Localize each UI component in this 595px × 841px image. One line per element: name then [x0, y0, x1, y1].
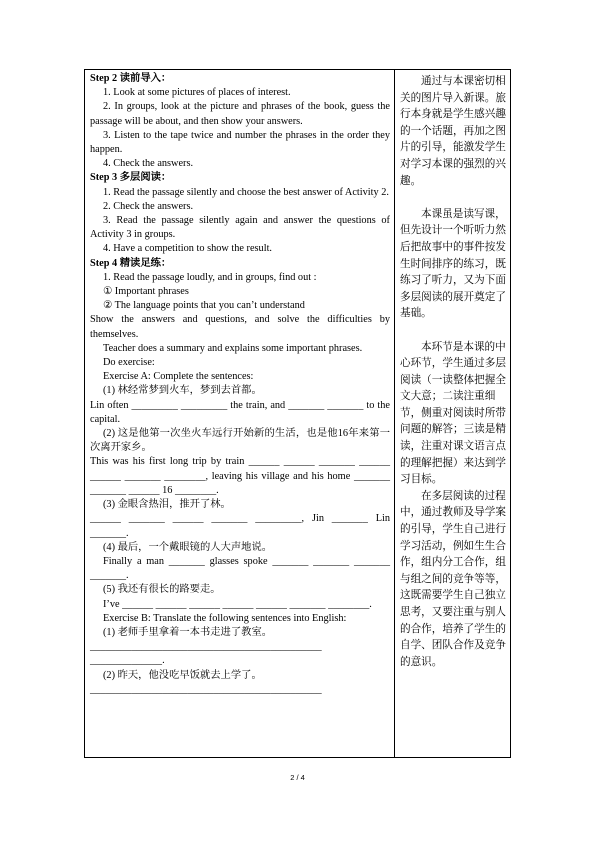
lesson-line: ① Important phrases: [103, 286, 189, 298]
lesson-line: 2. In groups, look at the picture and phrases of the book, guess the passage will be about, and then show your answers.: [90, 101, 390, 127]
column-divider: [394, 69, 395, 758]
lesson-line: (2) 这是他第一次坐火车远行开始新的生活，也是他16年来第一次离开家乡。: [90, 428, 390, 454]
lesson-line: (1) 老师手里拿着一本书走进了教室。: [103, 626, 273, 638]
lesson-line: Finally a man _______ glasses spoke _______ _______ _______ _______.: [90, 555, 390, 582]
step-heading: Step 3 多层阅读：: [90, 172, 172, 184]
lesson-line: Exercise B: Translate the following sentences into English:: [103, 612, 347, 624]
note-paragraph-3: 本环节是本课的中心环节，学生通过多层阅读（一读整体把握全文大意；二读注重细节，侧重对阅读时所带问题的解答；三读是精读，注重对课文语言点的理解把握）来达到学习目标。: [400, 340, 506, 486]
lesson-line: Exercise A: Complete the sentences:: [103, 371, 254, 383]
lesson-line: _____________________________________________ ______________.: [90, 641, 322, 667]
teaching-steps-column: [90, 72, 390, 697]
step-heading: Step 4 精读足练：: [90, 257, 172, 269]
lesson-line: 1. Look at some pictures of places of interest.: [103, 87, 291, 99]
lesson-line: Teacher does a summary and explains some important phrases.: [103, 342, 363, 354]
note-paragraph-2: 本课虽是读写课，但先设计一个听听力然后把故事中的事件按发生时间排序的练习，既练习了听力，又为下面多层阅读的展开奠定了基础。: [400, 207, 506, 320]
lesson-line: _____________________________________________: [90, 683, 322, 695]
lesson-line: Do exercise:: [103, 357, 155, 369]
design-notes-column: [400, 73, 508, 670]
lesson-line: 1. Read the passage loudly, and in groups, find out :: [103, 271, 317, 283]
lesson-line: ② The language points that you can’t understand: [103, 300, 305, 312]
note-paragraph-4: 在多层阅读的过程中，通过教师及导学案的引导，学生自己进行学习活动，例如生生合作，组内分工合作，组与组之间的竞争等等，这既需要学生自己独立思考，又要注重与别人的合作，培养了学生的自学、团队合作及竞争的意识。: [400, 489, 506, 668]
lesson-line: 3. Read the passage silently again and answer the questions of Activity 3 in groups.: [90, 215, 390, 241]
note-paragraph-1: 通过与本课密切相关的图片导入新课。旅行本身就是学生感兴趣的一个话题，再加之图片的引导，能激发学生对学习本课的强烈的兴趣。: [400, 75, 506, 187]
lesson-line: This was his first long trip by train ______ ______ _______ ______ ______ _______ ________, leaving his village and his home _______ _______ ______ 16 ________.: [90, 456, 390, 496]
lesson-line: 1. Read the passage silently and choose the best answer of Activity 2.: [103, 186, 389, 198]
lesson-line: Lin often _________ _________ the train, and _______ _______ to the capital.: [90, 399, 390, 425]
lesson-line: 4. Check the answers.: [103, 158, 194, 170]
lesson-line: 2. Check the answers.: [103, 200, 194, 212]
lesson-line: Show the answers and questions, and solve the difficulties by themselves.: [90, 314, 390, 340]
lesson-line: (1) 林经常梦到火车，梦到去首都。: [103, 385, 262, 397]
step-heading: Step 2 读前导入：: [90, 73, 172, 84]
lesson-line: 3. Listen to the tape twice and number the phrases in the order they happen.: [90, 129, 390, 156]
lesson-line: I’ve ______ ______ ______ ______ ______ _______ ________.: [103, 598, 372, 610]
lesson-line: 4. Have a competition to show the result.: [103, 243, 273, 255]
page-number: 2 / 4: [290, 773, 305, 782]
lesson-line: (4) 最后，一个戴眼镜的人大声地说。: [103, 541, 273, 553]
lesson-line: (3) 金眼含热泪，推开了林。: [103, 499, 231, 511]
lesson-line: (2) 昨天，他没吃早饭就去上学了。: [103, 669, 262, 681]
lesson-line: (5) 我还有很长的路要走。: [103, 584, 221, 596]
lesson-line: ______ _______ ______ _______ _________, Jin _______ Lin _______.: [90, 513, 390, 539]
